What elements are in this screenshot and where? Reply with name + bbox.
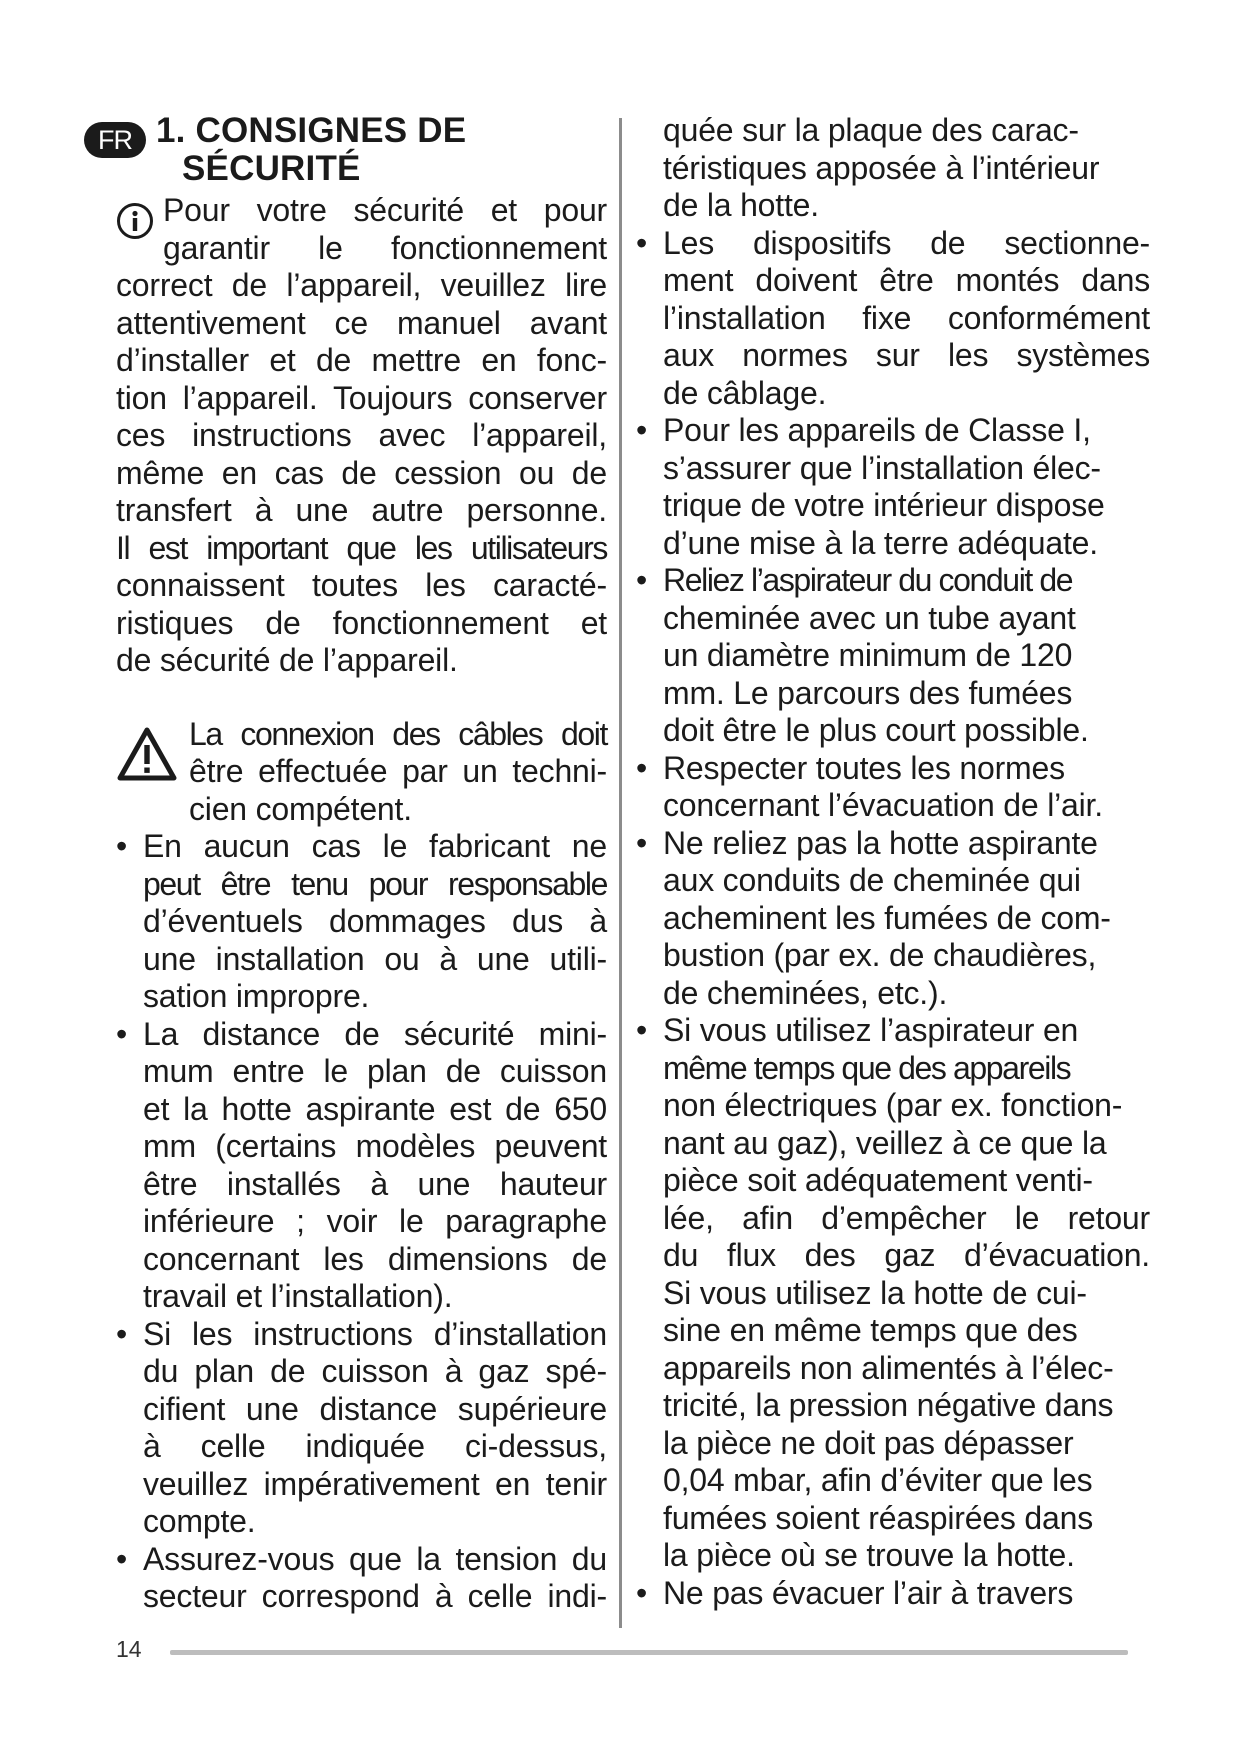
list-item-line: inférieure ; voir le paragraphe <box>143 1203 607 1239</box>
list-item-line: 0,04 mbar, afin d’éviter que les <box>663 1462 1093 1498</box>
list-item-line: d’une mise à la terre adéquate. <box>663 524 1098 561</box>
column-divider <box>619 118 622 1628</box>
info-line: connaissent toutes les caracté- <box>116 567 607 603</box>
info-line: Il est important que les utilisateurs <box>116 529 607 566</box>
footer-rule <box>170 1650 1128 1655</box>
list-item-line: cheminée avec un tube ayant <box>663 599 1076 636</box>
continued-line: téristiques apposée à l’intérieur <box>663 149 1100 186</box>
list-item <box>116 1541 607 1616</box>
list-item-line: • En aucun cas le fabricant ne <box>143 828 607 864</box>
list-item <box>636 412 1150 562</box>
continued-line: quée sur la plaque des carac- <box>663 112 1079 148</box>
continued-item <box>636 112 1150 225</box>
info-line: même en cas de cession ou de <box>116 454 607 491</box>
info-line: tion l’appareil. Toujours conserver <box>116 379 607 416</box>
right-column <box>636 112 1150 1612</box>
list-item-line: l’installation fixe conformément <box>663 299 1150 336</box>
list-item <box>636 825 1150 1013</box>
list-item-line: trique de votre intérieur dispose <box>663 487 1105 523</box>
list-item-line: nant au gaz), veillez à ce que la <box>663 1124 1107 1161</box>
left-bullet-list <box>116 828 607 1616</box>
list-item <box>636 750 1150 825</box>
list-item-line: aux conduits de cheminée qui <box>663 862 1081 898</box>
list-item-line: un diamètre minimum de 120 <box>663 637 1073 673</box>
list-item-line: • Les dispositifs de sectionne- <box>663 224 1150 261</box>
list-item-line: concernant les dimensions de <box>143 1240 607 1277</box>
warning-paragraph <box>116 716 607 829</box>
list-item-line: sation impropre. <box>143 978 370 1014</box>
list-item-line: sine en même temps que des <box>663 1312 1078 1348</box>
warning-triangle-icon <box>116 726 178 782</box>
list-item-line: mm (certains modèles peuvent <box>143 1128 607 1164</box>
info-paragraph <box>116 192 607 680</box>
list-item-line: peut être tenu pour responsable <box>143 865 607 902</box>
heading-line-1: 1. CONSIGNES DE <box>156 111 467 150</box>
list-item-line: • Si les instructions d’installation <box>143 1315 607 1352</box>
list-item-line: doit être le plus court possible. <box>663 712 1089 748</box>
list-item-line: non électriques (par ex. fonction- <box>663 1087 1123 1123</box>
info-line: d’installer et de mettre en fonc- <box>116 342 607 378</box>
list-item-line: aux normes sur les systèmes <box>663 337 1150 373</box>
list-item-line: être installés à une hauteur <box>143 1165 607 1202</box>
list-item-line: travail et l’installation). <box>143 1278 453 1314</box>
heading-line-2: SÉCURITÉ <box>182 149 361 188</box>
list-item-line: à celle indiquée ci-dessus, <box>143 1428 607 1464</box>
list-item-line: acheminent les fumées de com- <box>663 899 1111 936</box>
info-icon <box>116 202 154 240</box>
list-item-line: une installation ou à une utili- <box>143 940 607 977</box>
list-item-line: • Ne pas évacuer l’air à travers <box>663 1574 1074 1611</box>
list-item-line: • La distance de sécurité mini- <box>143 1015 607 1052</box>
list-item <box>636 1012 1150 1575</box>
warning-line: cien compétent. <box>189 790 412 827</box>
section-heading <box>98 111 607 188</box>
continued-line: de la hotte. <box>663 187 819 223</box>
list-item-line: la pièce ne doit pas dépasser <box>663 1424 1074 1461</box>
list-item-line: bustion (par ex. de chaudières, <box>663 937 1097 973</box>
list-item <box>636 1575 1150 1613</box>
list-item-line: mm. Le parcours des fumées <box>663 674 1073 711</box>
list-item-line: compte. <box>143 1503 256 1539</box>
list-item <box>116 1016 607 1316</box>
info-line: ristiques de fonctionnement et <box>116 604 607 641</box>
list-item-line: • Si vous utilisez l’aspirateur en <box>663 1012 1079 1048</box>
info-line: garantir le fonctionnement <box>163 229 607 266</box>
list-item-line: d’éventuels dommages dus à <box>143 903 607 939</box>
list-item-line: appareils non alimentés à l’élec- <box>663 1349 1114 1386</box>
list-item-line: pièce soit adéquatement venti- <box>663 1162 1093 1198</box>
list-item-line: et la hotte aspirante est de 650 <box>143 1090 607 1127</box>
list-item-line: tricité, la pression négative dans <box>663 1387 1114 1423</box>
info-line: ces instructions avec l’appareil, <box>116 417 607 453</box>
list-item-line: de câblage. <box>663 374 827 411</box>
page-number: 14 <box>116 1636 142 1662</box>
left-column <box>98 111 607 1616</box>
list-item-line: même temps que des appareils <box>663 1049 1071 1086</box>
list-item-line: Si vous utilisez la hotte de cui- <box>663 1274 1087 1311</box>
list-item-line: • Respecter toutes les normes <box>663 749 1065 786</box>
list-item <box>636 225 1150 413</box>
list-item-line: veuillez impérativement en tenir <box>143 1465 607 1502</box>
warning-line: La connexion des câbles doit <box>189 715 607 752</box>
list-item-line: lée, afin d’empêcher le retour <box>663 1199 1150 1236</box>
list-item-line: • Assurez-vous que la tension du <box>143 1540 607 1577</box>
language-badge: FR <box>84 122 146 158</box>
list-item <box>116 828 607 1016</box>
info-line: Pour votre sécurité et pour <box>163 192 607 228</box>
list-item-line: du flux des gaz d’évacuation. <box>663 1237 1150 1273</box>
list-item-line: fumées soient réaspirées dans <box>663 1499 1093 1536</box>
list-item-line: s’assurer que l’installation élec- <box>663 449 1101 486</box>
list-item <box>636 562 1150 750</box>
list-item-line: mum entre le plan de cuisson <box>143 1053 607 1089</box>
info-line: transfert à une autre personne. <box>116 492 607 528</box>
info-line: attentivement ce manuel avant <box>116 304 607 341</box>
list-item-line: concernant l’évacuation de l’air. <box>663 787 1103 823</box>
list-item-line: la pièce où se trouve la hotte. <box>663 1537 1075 1573</box>
list-item-line: • Ne reliez pas la hotte aspirante <box>663 824 1098 861</box>
info-line: correct de l’appareil, veuillez lire <box>116 267 607 303</box>
info-line: de sécurité de l’appareil. <box>116 642 458 678</box>
list-item-line: ment doivent être montés dans <box>663 262 1150 298</box>
list-item-line: • Pour les appareils de Classe I, <box>663 412 1091 448</box>
list-item <box>116 1316 607 1541</box>
warning-line: être effectuée par un techni- <box>189 753 607 789</box>
list-item-line: du plan de cuisson à gaz spé- <box>143 1353 607 1389</box>
list-item-line: de cheminées, etc.). <box>663 974 948 1011</box>
list-item-line: • Reliez l’aspirateur du conduit de <box>663 562 1073 598</box>
list-item-line: cifient une distance supérieure <box>143 1390 607 1427</box>
list-item-line: secteur correspond à celle indi- <box>143 1578 607 1614</box>
